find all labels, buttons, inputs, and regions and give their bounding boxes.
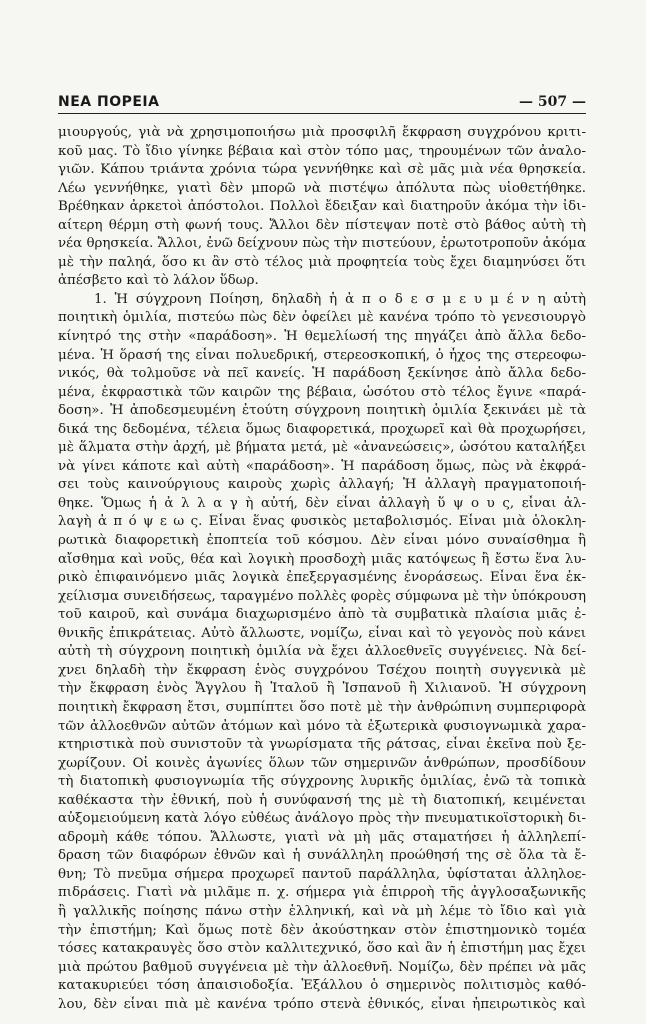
text-line: ρωτικὰ διαφορετικὴ ἐποπτεία τοῦ κόσμου. Δὲν εἶναι μόνο συναίσθημα ἢ bbox=[58, 533, 586, 549]
text-line: μένα. Ἡ ὅρασή της εἶναι πολυεδρική, στερεοσκοπική, ὁ ἦχος της στερεοφω- bbox=[58, 347, 586, 363]
text-line: πιδράσεις. Γιατὶ νὰ μιλᾶμε π. χ. σήμερα γιὰ ἐπιρροὴ τῆς ἀγγλοσαξωνικῆς bbox=[58, 885, 586, 901]
text-line: ἀπέσβετο καὶ τὸ λάλον ὕδωρ. bbox=[58, 273, 259, 289]
text-line: αίτερη θέρμη στὴ φωνή τους. Ἄλλοι δὲν πίστεψαν ποτὲ στὸ βάθος αὐτὴ τὴ bbox=[58, 217, 586, 233]
text-line: αἴσθημα καὶ νοῦς, θέα καὶ λογικὴ προσδοχὴ μιᾶς κατόψεως ἢ ἔστω ἕνα λυ- bbox=[58, 551, 586, 567]
text-line: θνικῆς ἐπικράτειας. Αὐτὸ ἄλλωστε, νομίζω, εἶναι καὶ τὸ γεγονὸς ποὺ κάνει bbox=[58, 625, 586, 641]
text-line: γιῶν. Κάπου τριάντα χρόνια τώρα γεννήθηκε καὶ σὲ μᾶς μιὰ νέα θρησκεία. bbox=[58, 162, 586, 178]
text-line: θνη; Τὸ πνεῦμα σήμερα προχωρεῖ παντοῦ παράλληλα, ὑφίσταται ἀλληλοε- bbox=[58, 866, 586, 882]
text-line: αὐξομειούμενη κατὰ λόγο εὐθέως ἀνάλογο πρὸς τὴν πνευματικοϊστορικὴ δι- bbox=[58, 811, 586, 827]
text-line: τὴν ἐπιστήμη; Καὶ ὅμως ποτὲ δὲν ἀκούστηκαν στὸν ἐπιστημονικὸ τομέα bbox=[58, 922, 586, 938]
text-line: χνει δηλαδὴ τὴν ἔκφραση ἑνὸς συγχρόνου Τσέχου ποιητὴ συγγενικὰ μὲ bbox=[58, 662, 586, 678]
text-line: αδρομὴ κάθε τόπου. Ἄλλωστε, γιατὶ νὰ μὴ μᾶς σταματήσει ἡ ἀλληλεπί- bbox=[58, 829, 586, 845]
text-line: τῶν ἀλλοεθνῶν αὐτῶν ἀτόμων καὶ μόνο τὰ ἐξωτερικὰ φυσιογνωμικὰ χαρα- bbox=[58, 718, 586, 734]
text-line: νέα θρησκεία. Ἄλλοι, ἐνῶ δείχνουν πὼς τὴν πιστεύουν, ἐρωτοτροποῦν ἀκόμα bbox=[58, 236, 586, 252]
text-line: ἢ γαλλικῆς ποίησης πάνω στὴν ἑλληνική, καὶ νὰ μὴ λέμε τὸ ἴδιο καὶ γιὰ bbox=[58, 903, 586, 919]
text-line: αὐτὴ τὴ σύγχρονη ποιητικὴ ὁμιλία νὰ ἔχει ἀλλοεθνεῖς συγγένειες. Νὰ δεί- bbox=[58, 644, 586, 660]
text-line: ρικὸ ἐπιφαινόμενο μιᾶς λογικὰ ἐπεξεργασμένης ἐνοράσεως. Εἶναι ἕνα ἐκ- bbox=[58, 570, 586, 586]
text-line: καθέκαστα τὴν ἐθνική, ποὺ ἡ συνύφανσή της μὲ τὴ διατοπική, κειμένεται bbox=[58, 792, 586, 808]
text-line: τοῦ καιροῦ, καὶ συνάμα διαχωρισμένο ἀπὸ τὰ συμβατικὰ πλαίσια μιᾶς ἐ- bbox=[58, 607, 586, 623]
text-line: τὴν ἔκφραση ἑνὸς Ἄγγλου ἢ Ἰταλοῦ ἢ Ἱσπανοῦ ἢ Χιλιανοῦ. Ἡ σύγχρονη bbox=[58, 681, 586, 697]
text-line: λου, δὲν εἶναι πιὰ μὲ κανένα τρόπο στενὰ ἐθνικός, εἶναι ἠπειρωτικὸς καὶ bbox=[58, 996, 586, 1012]
text-line: 1. Ἡ σύγχρονη Ποίηση, δηλαδὴ ἡ ἀ π ο δ ε σ μ ε υ μ έ ν η αὐτὴ bbox=[94, 291, 586, 307]
text-line: μιουργούς, γιὰ νὰ χρησιμοποιήσω μιὰ προσφιλῆ ἔκφραση συγχρόνου κριτι- bbox=[58, 125, 586, 140]
text-line: μιὰ πρώτου βαθμοῦ συγγένεια μὲ τὴν ἀλλοεθνῆ. Νομίζω, δὲν πρέπει νὰ μᾶς bbox=[58, 959, 586, 975]
text-line: νὰ γίνει κάποτε καὶ αὐτὴ «παράδοση». Ἡ παράδοση ὅμως, πὼς νὰ ἐκφρά- bbox=[58, 458, 586, 474]
text-line: μένα, ἐκφραστικὰ τῶν καιρῶν της βέβαια, ὡσότου στὸ τέλος ἔγινε «παρά- bbox=[58, 384, 586, 400]
text-line: λαγὴ ἀ π ό ψ ε ω ς. Εἶναι ἕνας φυσικὸς μεταβολισμός. Εἶναι μιὰ ὁλοκλη- bbox=[58, 514, 586, 530]
text-line: κίνητρό της στὴν «παράδοση». Ἡ θεμελίωσή της πηγάζει ἀπὸ ἄλλα δεδο- bbox=[58, 329, 586, 345]
text-line: μὲ ἅλματα στὴν ἀρχή, μὲ βήματα μετά, μὲ «ἀνανεώσεις», ὡσότου καταλήξει bbox=[58, 440, 586, 456]
text-line: νικός, θὰ τολμοῦσε νὰ πεῖ κανείς. Ἡ παράδοση ξεκίνησε ἀπὸ ἄλλα δεδο- bbox=[58, 366, 586, 382]
text-line: δικά της δεδομένα, τέλεια ὅμως διαφορετικά, προχωρεῖ καὶ θὰ προχωρήσει, bbox=[58, 421, 586, 437]
text-line: χωρίζουν. Οἱ κοινὲς ἀγωνίες ὅλων τῶν σημερινῶν ἀνθρώπων, προσδίδουν bbox=[58, 755, 586, 771]
text-line: χείλισμα συνειδήσεως, ταραγμένο πολλὲς φορὲς σύμφωνα μὲ τὴν ὑπόκρουση bbox=[58, 588, 586, 604]
text-line: τόσες κατακραυγὲς ὅσο στὸν καλλιτεχνικό, ὅσο καὶ ἂν ἡ ἐπιστήμη μας ἔχει bbox=[58, 941, 586, 957]
text-line: κοῦ μας. Τὸ ἴδιο γίνηκε βέβαια καὶ στὸν τόπο μας, τηρουμένων τῶν ἀναλο- bbox=[58, 143, 586, 159]
text-line: ποιητικὴ ἔκφραση ἔτσι, συμπίπτει ὅσο ποτὲ μὲ τὴν ἀνθρώπινη συμπεριφορὰ bbox=[58, 699, 586, 715]
text-line: δοση». Ἡ ἀποδεσμευμένη ἐτούτη σύγχρονη ποιητικὴ ὁμιλία ξεκινάει μὲ τὰ bbox=[58, 403, 586, 419]
body-text bbox=[58, 124, 586, 1014]
running-header bbox=[58, 88, 586, 114]
text-line: θηκε. Ὅμως ἡ ἀ λ λ α γ ὴ αὐτή, δὲν εἶναι ἀλλαγὴ ὕ ψ ο υ ς, εἶναι ἀλ- bbox=[58, 495, 586, 511]
text-line: κτηριστικὰ ποὺ συνιστοῦν τὰ γνωρίσματα τῆς ράτσας, εἶναι ἐκεῖνα ποὺ ξε- bbox=[58, 737, 586, 753]
page-number: — 507 — bbox=[519, 94, 586, 110]
text-line: δραση τῶν διαφόρων ἐθνῶν καὶ ἡ συνάλληλη προώθησή της σὲ ὅλα τὰ ἔ- bbox=[58, 848, 586, 864]
text-line: σει τοὺς καινούργιους καιροὺς χωρὶς ἀλλαγή; Ἡ ἀλλαγὴ πραγματοποιή- bbox=[58, 477, 586, 493]
text-line: Λέω γεννήθηκε, γιατὶ δὲν μπορῶ νὰ πιστέψω ἀπόλυτα πὼς υἱοθετήθηκε. bbox=[58, 180, 586, 196]
text-line: ποιητικὴ ὁμιλία, πιστεύω πὼς δὲν ὀφείλει μὲ κανένα τρόπο τὸ γενεσιουργὸ bbox=[58, 310, 586, 326]
text-line: Βρέθηκαν ἀρκετοὶ ἀπόστολοι. Πολλοὶ ἔδειξαν καὶ διατηροῦν ἀκόμα τὴν ἰδι- bbox=[58, 199, 586, 215]
journal-title: ΝΕΑ ΠΟΡΕΙΑ bbox=[58, 94, 160, 110]
text-line: μὲ τὴν παληά, ὅσο κι ἂν στὸ τέλος μιὰ προφητεία τοὺς ἔχει διαμηνύσει ὅτι bbox=[58, 254, 586, 270]
text-line: κατακυριεύει τόση ἀπαισιοδοξία. Ἐξάλλου ὁ σημερινὸς πολιτισμὸς καθό- bbox=[58, 978, 586, 994]
text-line: τὴ διατοπικὴ φυσιογνωμία τῆς σύγχρονης λυρικῆς ὁμιλίας, ἐνῶ τὰ τοπικὰ bbox=[58, 774, 586, 790]
